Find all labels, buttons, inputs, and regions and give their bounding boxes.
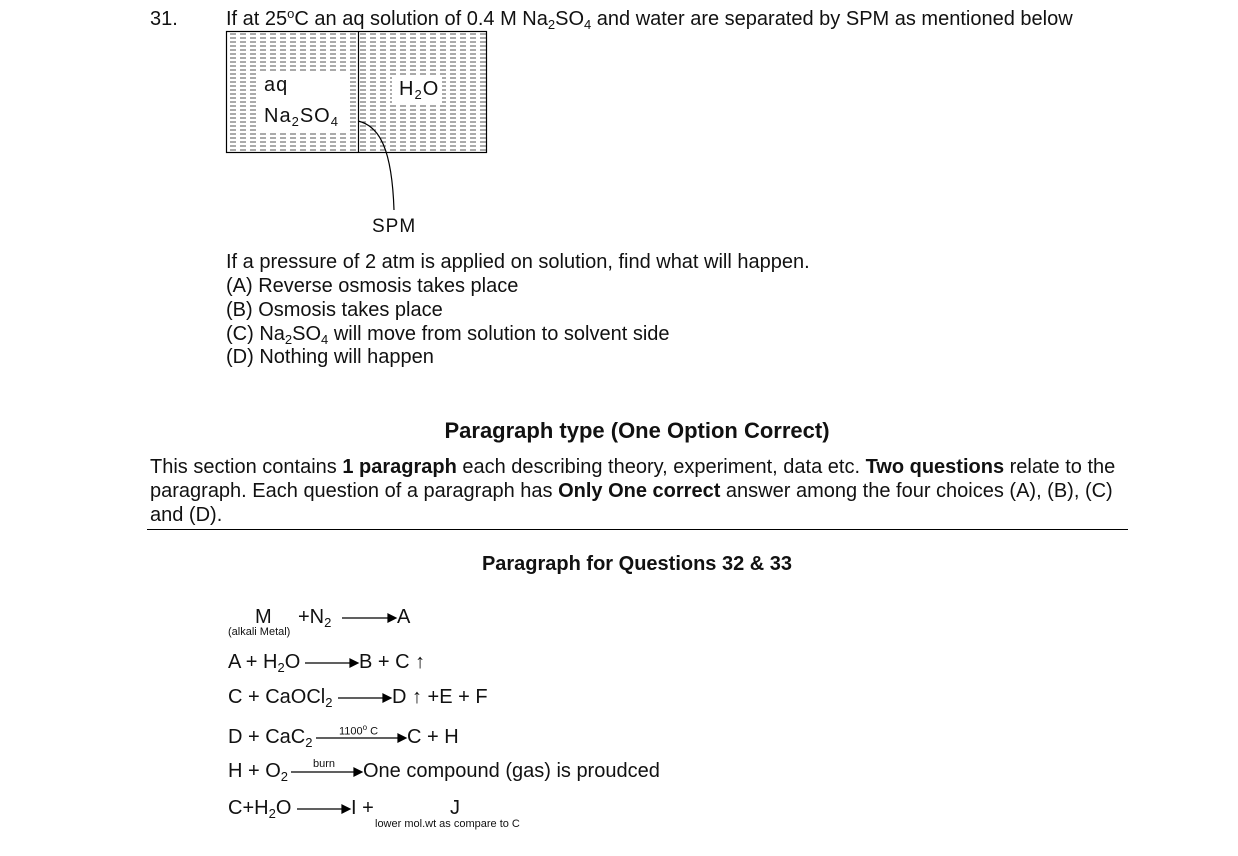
question-prompt: If a pressure of 2 atm is applied on solution, find what will happen. bbox=[226, 251, 810, 273]
spm-label: SPM bbox=[372, 216, 417, 237]
solution-label-na2so4: $Na_2SO_4$ bbox=[264, 105, 339, 129]
water-label: $H_2O$ bbox=[399, 78, 440, 102]
reaction-1-metal-note: (alkali Metal) bbox=[228, 626, 291, 638]
reaction-3-rhs: D ↑ +E + F bbox=[392, 686, 488, 708]
reaction-5-lhs: $H + O_2$ bbox=[228, 760, 289, 784]
reaction-5-condition: burn bbox=[313, 758, 336, 770]
section-heading: Paragraph type (One Option Correct) bbox=[444, 418, 830, 443]
option-d: (D) Nothing will happen bbox=[226, 346, 434, 368]
reaction-2-rhs: B + C ↑ bbox=[359, 651, 426, 673]
reaction-6-j: J bbox=[450, 797, 460, 819]
reaction-4-rhs: C + H bbox=[407, 726, 459, 748]
question-number: 31. bbox=[150, 8, 178, 30]
reaction-3-lhs: C + CaOCl$_2$ bbox=[228, 686, 333, 710]
question-stem: If at 25$^o$C an aq solution of 0.4 M $Na_2SO_4$ and water are separated by SPM as mentioned below bbox=[226, 6, 1073, 32]
reaction-5-rhs: One compound (gas) is proudced bbox=[363, 760, 660, 782]
reaction-1-reactant: $+N_2$ bbox=[298, 606, 332, 630]
paragraph-title: Paragraph for Questions 32 & 33 bbox=[481, 553, 793, 575]
reaction-4-lhs: D + CaC$_2$ bbox=[228, 726, 313, 750]
reaction-6-rhs: I + bbox=[351, 797, 374, 819]
reaction-2-lhs: $A + H_2O$ bbox=[228, 651, 301, 675]
osmosis-diagram bbox=[0, 0, 1238, 240]
solution-label-aq: aq bbox=[264, 74, 289, 96]
option-b: (B) Osmosis takes place bbox=[226, 299, 443, 321]
reaction-1-product: A bbox=[397, 606, 411, 628]
reaction-6-j-note: lower mol.wt as compare to C bbox=[375, 818, 520, 830]
option-c: (C) $Na_2SO_4$ will move from solution to solvent side bbox=[226, 323, 670, 347]
reaction-1-metal: M bbox=[255, 606, 272, 628]
section-intro: This section contains 1 paragraph each describing theory, experiment, data etc. Two questions relate to the paragraph. Each question of a paragraph has Only One correct answer among the four choices (A), (B), (C) and (D). bbox=[150, 456, 1116, 526]
reaction-4-condition: 1100$^o$ C bbox=[339, 723, 379, 738]
divider bbox=[147, 529, 1128, 530]
option-a: (A) Reverse osmosis takes place bbox=[226, 275, 519, 297]
reaction-6-lhs: $C+H_2O$ bbox=[228, 797, 292, 821]
